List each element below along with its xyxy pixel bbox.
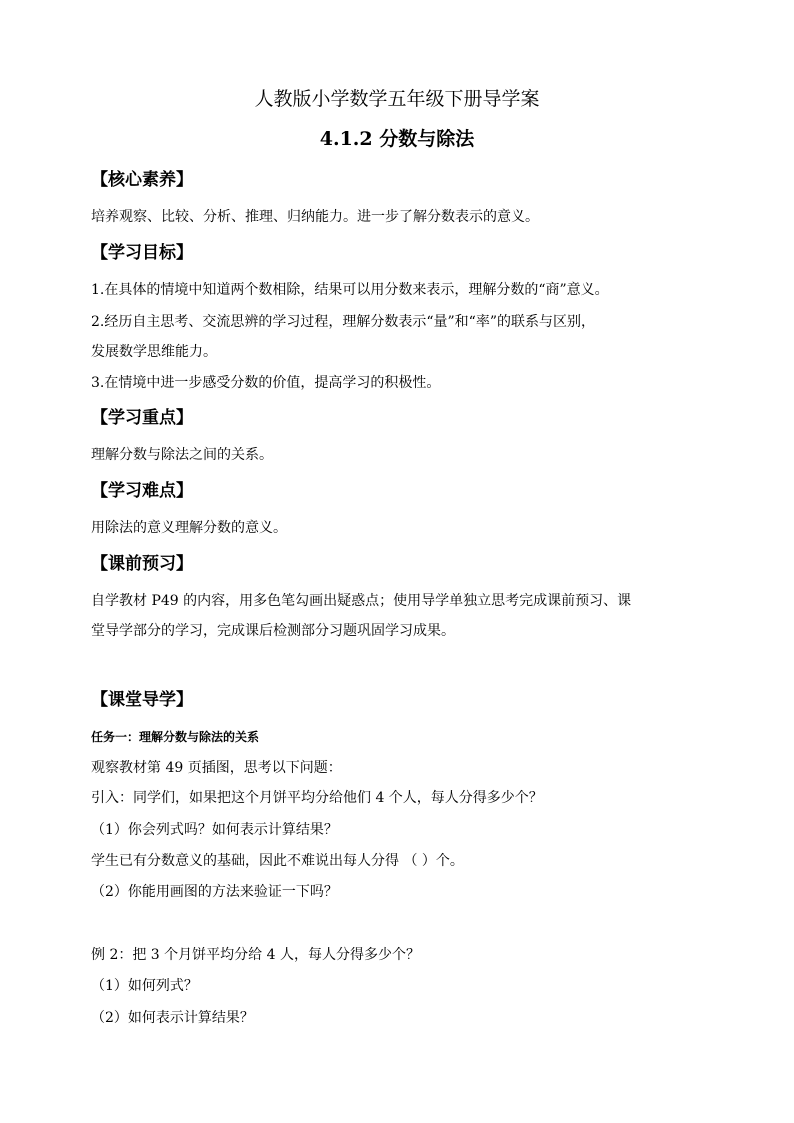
- example-question-2: （2）如何表示计算结果？: [91, 1010, 254, 1026]
- preview-text-line-1: 自学教材 P49 的内容，用多色笔勾画出疑惑点；使用导学单独立思考完成课前预习、课: [91, 593, 632, 609]
- intro-text: 引入：同学们，如果把这个月饼平均分给他们 4 个人，每人分得多少个？: [91, 790, 543, 806]
- objective-item-2-line-2: 发展数学思维能力。: [91, 344, 217, 360]
- example-2-text: 例 2：把 3 个月饼平均分给 4 人，每人分得多少个？: [91, 947, 420, 963]
- basis-text: 学生已有分数意义的基础，因此不难说出每人分得 （ ）个。: [91, 853, 464, 869]
- document-subtitle: 4.1.2 分数与除法: [319, 128, 475, 150]
- difficulties-text: 用除法的意义理解分数的意义。: [91, 520, 287, 536]
- heading-core-literacy: 【核心素养】: [91, 170, 193, 190]
- preview-text-line-2: 堂导学部分的学习，完成课后检测部分习题巩固学习成果。: [91, 623, 455, 639]
- key-points-text: 理解分数与除法之间的关系。: [91, 447, 273, 463]
- question-2: （2）你能用画图的方法来验证一下吗？: [91, 884, 338, 900]
- heading-key-points: 【学习重点】: [91, 408, 193, 428]
- objective-item-1: 1.在具体的情境中知道两个数相除，结果可以用分数来表示，理解分数的“商”意义。: [91, 282, 609, 298]
- observe-text: 观察教材第 49 页插图，思考以下问题：: [91, 760, 342, 776]
- document-title: 人教版小学数学五年级下册导学案: [254, 88, 540, 110]
- core-literacy-text: 培养观察、比较、分析、推理、归纳能力。进一步了解分数表示的意义。: [91, 209, 539, 225]
- heading-objectives: 【学习目标】: [91, 243, 193, 263]
- objective-item-2-line-1: 2.经历自主思考、交流思辨的学习过程，理解分数表示“量”和“率”的联系与区别，: [91, 314, 595, 330]
- question-1: （1）你会列式吗？如何表示计算结果？: [91, 822, 338, 838]
- example-question-1: （1）如何列式？: [91, 978, 198, 994]
- heading-preview: 【课前预习】: [91, 554, 193, 574]
- task-1-title: 任务一：理解分数与除法的关系: [91, 730, 260, 744]
- heading-classroom: 【课堂导学】: [91, 690, 193, 710]
- heading-difficulties: 【学习难点】: [91, 481, 193, 501]
- objective-item-3: 3.在情境中进一步感受分数的价值，提高学习的积极性。: [91, 375, 441, 391]
